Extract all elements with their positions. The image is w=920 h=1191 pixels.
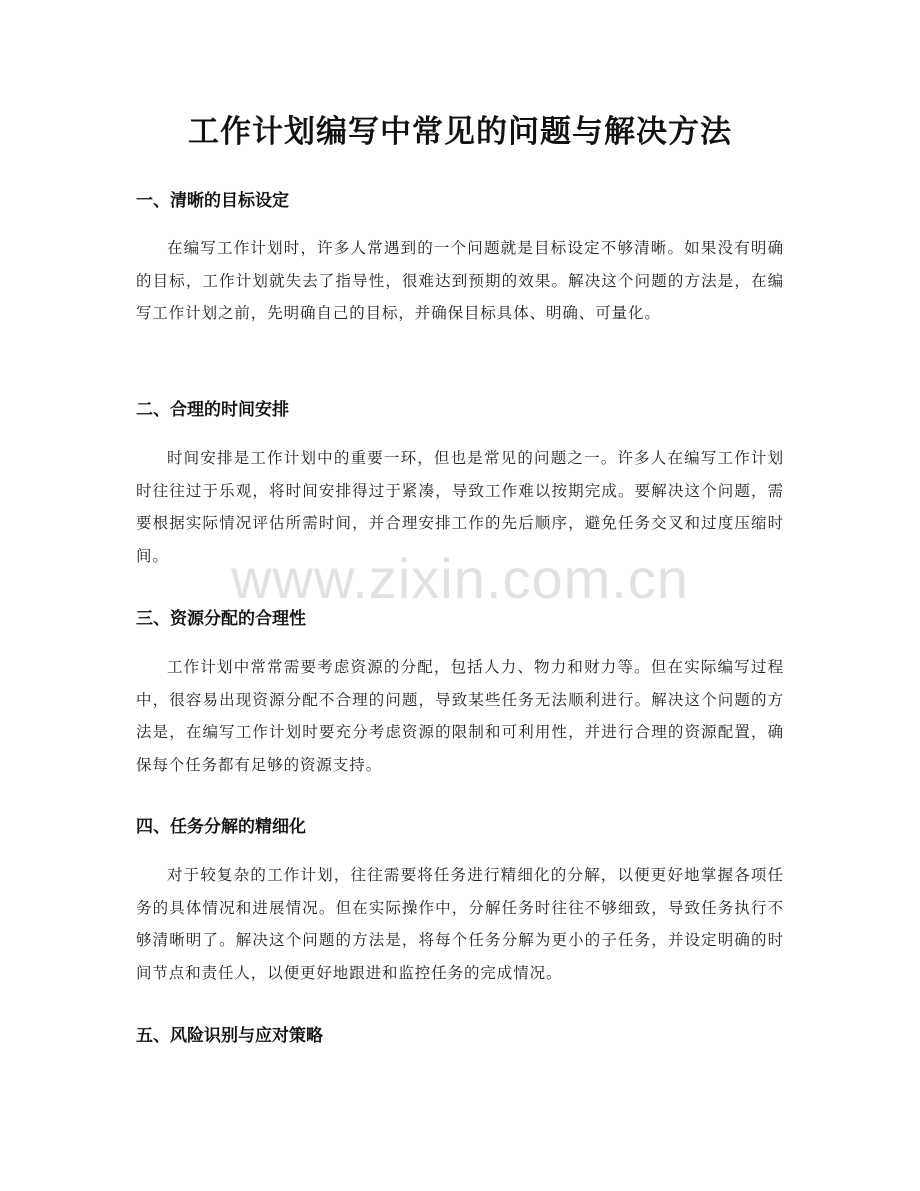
section-heading-3: 三、资源分配的合理性	[136, 609, 306, 629]
section-paragraph-2: 时间安排是工作计划中的重要一环，但也是常见的问题之一。许多人在编写工作计划时往往过于乐观，将时间安排得过于紧凑，导致工作难以按期完成。要解决这个问题，需要根据实际情况评估所需时间，并合理安排工作的先后顺序，避免任务交叉和过度压缩时间。	[136, 449, 784, 565]
section-heading-5: 五、风险识别与应对策略	[136, 1026, 323, 1046]
watermark: www.zixin.com.cn	[231, 547, 689, 610]
section-heading-1: 一、清晰的目标设定	[136, 191, 289, 211]
section-heading-4: 四、任务分解的精细化	[136, 817, 306, 837]
section-paragraph-4: 对于较复杂的工作计划，往往需要将任务进行精细化的分解，以便更好地掌握各项任务的具体情况和进展情况。但在实际操作中，分解任务时往往不够细致，导致任务执行不够清晰明了。解决这个问题的方法是，将每个任务分解为更小的子任务，并设定明确的时间节点和责任人，以便更好地跟进和监控任务的完成情况。	[136, 866, 784, 982]
section-paragraph-1: 在编写工作计划时，许多人常遇到的一个问题就是目标设定不够清晰。如果没有明确的目标，工作计划就失去了指导性，很难达到预期的效果。解决这个问题的方法是，在编写工作计划之前，先明确自己的目标，并确保目标具体、明确、可量化。	[136, 239, 784, 323]
document-title: 工作计划编写中常见的问题与解决方法	[188, 114, 732, 150]
section-paragraph-3: 工作计划中常常需要考虑资源的分配，包括人力、物力和财力等。但在实际编写过程中，很容易出现资源分配不合理的问题，导致某些任务无法顺利进行。解决这个问题的方法是，在编写工作计划时要充分考虑资源的限制和可利用性，并进行合理的资源配置，确保每个任务都有足够的资源支持。	[136, 658, 784, 774]
section-heading-2: 二、合理的时间安排	[136, 400, 289, 420]
